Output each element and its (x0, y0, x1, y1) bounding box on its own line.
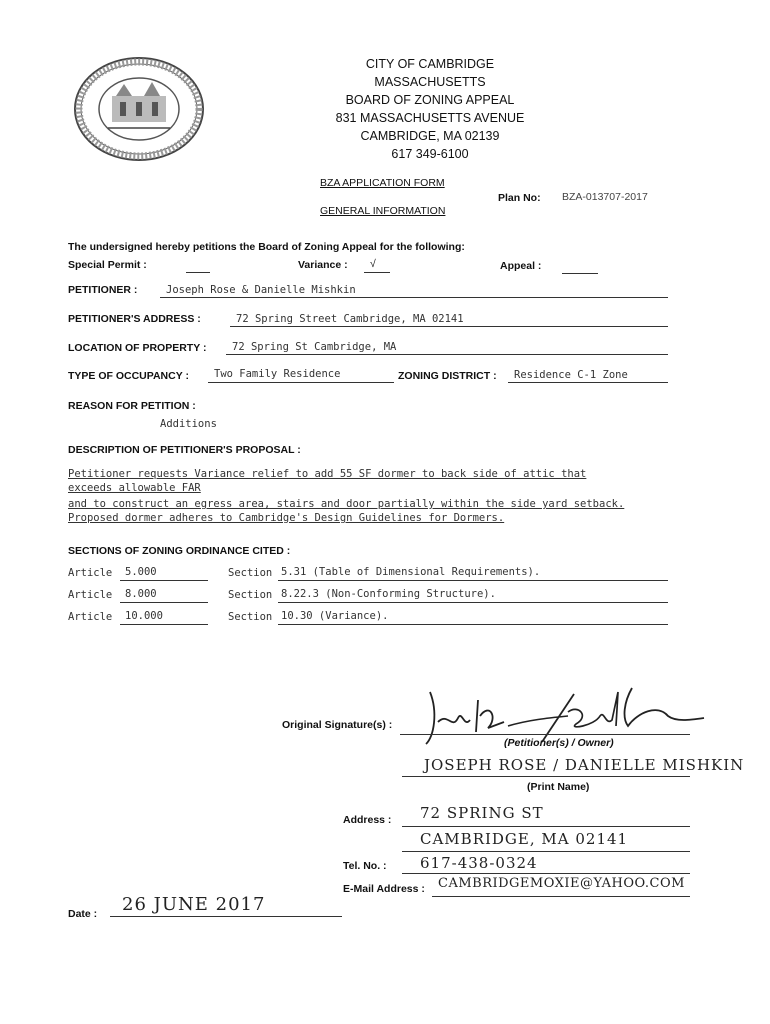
header-phone: 617 349-6100 (391, 147, 469, 161)
section-line (278, 602, 668, 603)
header-street: 831 MASSACHUSETTS AVENUE (335, 111, 525, 125)
section-text: 5.31 (Table of Dimensional Requirements). (281, 566, 541, 578)
location-label: LOCATION OF PROPERTY : (68, 342, 207, 354)
mail-address-line-1: 72 SPRING ST (420, 804, 544, 822)
article-label: Article (68, 611, 113, 623)
occupancy-label: TYPE OF OCCUPANCY : (68, 370, 189, 382)
article-label: Article (68, 567, 113, 579)
email-label: E-Mail Address : (343, 883, 425, 895)
article-line (120, 624, 208, 625)
header-citystatezip: CAMBRIDGE, MA 02139 (360, 129, 500, 143)
tel-line (402, 873, 690, 874)
district-value: Residence C-1 Zone (514, 369, 628, 381)
section-label: Section (228, 567, 273, 579)
signature-label: Original Signature(s) : (282, 719, 393, 731)
tel-value: 617-438-0324 (420, 854, 538, 872)
header-board: BOARD OF ZONING APPEAL (345, 93, 515, 107)
appeal-label: Appeal : (500, 260, 542, 272)
header-city: CITY OF CAMBRIDGE (365, 57, 495, 71)
print-name-value: JOSEPH ROSE / DANIELLE MISHKIN (424, 756, 745, 774)
petitioner-role-label: (Petitioner(s) / Owner) (504, 737, 614, 749)
city-seal (72, 56, 206, 162)
description-line-3: and to construct an egress area, stairs and door partially within the side yard setback. (68, 498, 625, 510)
mail-address-line (402, 826, 690, 827)
appeal-field[interactable] (562, 273, 598, 274)
form-subtitle: GENERAL INFORMATION (320, 205, 446, 217)
form-title: BZA APPLICATION FORM (320, 177, 445, 189)
section-line (278, 624, 668, 625)
date-value: 26 JUNE 2017 (122, 894, 266, 915)
description-line-4: Proposed dormer adheres to Cambridge's Design Guidelines for Dormers. (68, 512, 505, 524)
special-permit-label: Special Permit : (68, 259, 147, 271)
section-label: Section (228, 589, 273, 601)
occupancy-value: Two Family Residence (214, 368, 341, 380)
variance-field[interactable] (364, 272, 390, 273)
petitioner-label: PETITIONER : (68, 284, 138, 296)
reason-value: Additions (160, 418, 217, 430)
section-label: Section (228, 611, 273, 623)
description-line-2: exceeds allowable FAR (68, 482, 201, 494)
article-number: 10.000 (125, 610, 163, 622)
sections-label: SECTIONS OF ZONING ORDINANCE CITED : (68, 545, 291, 557)
location-line (226, 354, 668, 355)
article-number: 5.000 (125, 566, 157, 578)
signature-line (400, 734, 690, 735)
section-text: 8.22.3 (Non-Conforming Structure). (281, 588, 496, 600)
address-label: PETITIONER'S ADDRESS : (68, 313, 201, 325)
tel-label: Tel. No. : (343, 860, 387, 872)
date-line (110, 916, 342, 917)
print-name-line (402, 776, 690, 777)
description-line-1: Petitioner requests Variance relief to add 55 SF dormer to back side of attic that (68, 468, 587, 480)
email-value: CAMBRIDGEMOXIE@YAHOO.COM (438, 876, 685, 891)
section-text: 10.30 (Variance). (281, 610, 389, 622)
location-value: 72 Spring St Cambridge, MA (232, 341, 397, 353)
occupancy-line (208, 382, 394, 383)
article-line (120, 602, 208, 603)
petitioner-value: Joseph Rose & Danielle Mishkin (166, 284, 356, 296)
article-line (120, 580, 208, 581)
mail-address-label: Address : (343, 814, 392, 826)
mail-address-line-2: CAMBRIDGE, MA 02141 (420, 830, 629, 848)
date-label: Date : (68, 908, 98, 920)
article-number: 8.000 (125, 588, 157, 600)
mail-address-line (402, 851, 690, 852)
header-state: MASSACHUSETTS (374, 75, 486, 89)
variance-label: Variance : (298, 259, 348, 271)
print-name-label: (Print Name) (527, 781, 590, 793)
intro-text: The undersigned hereby petitions the Board of Zoning Appeal for the following: (68, 241, 465, 253)
plan-label: Plan No: (498, 192, 541, 204)
description-label: DESCRIPTION OF PETITIONER'S PROPOSAL : (68, 444, 301, 456)
district-label: ZONING DISTRICT : (398, 370, 497, 382)
address-line (230, 326, 668, 327)
petitioner-line (160, 297, 668, 298)
section-line (278, 580, 668, 581)
article-label: Article (68, 589, 113, 601)
reason-label: REASON FOR PETITION : (68, 400, 196, 412)
email-line (432, 896, 690, 897)
district-line (508, 382, 668, 383)
plan-value: BZA-013707-2017 (562, 191, 648, 203)
special-permit-field[interactable] (186, 272, 210, 273)
address-value: 72 Spring Street Cambridge, MA 02141 (236, 313, 464, 325)
variance-check: √ (370, 258, 376, 270)
